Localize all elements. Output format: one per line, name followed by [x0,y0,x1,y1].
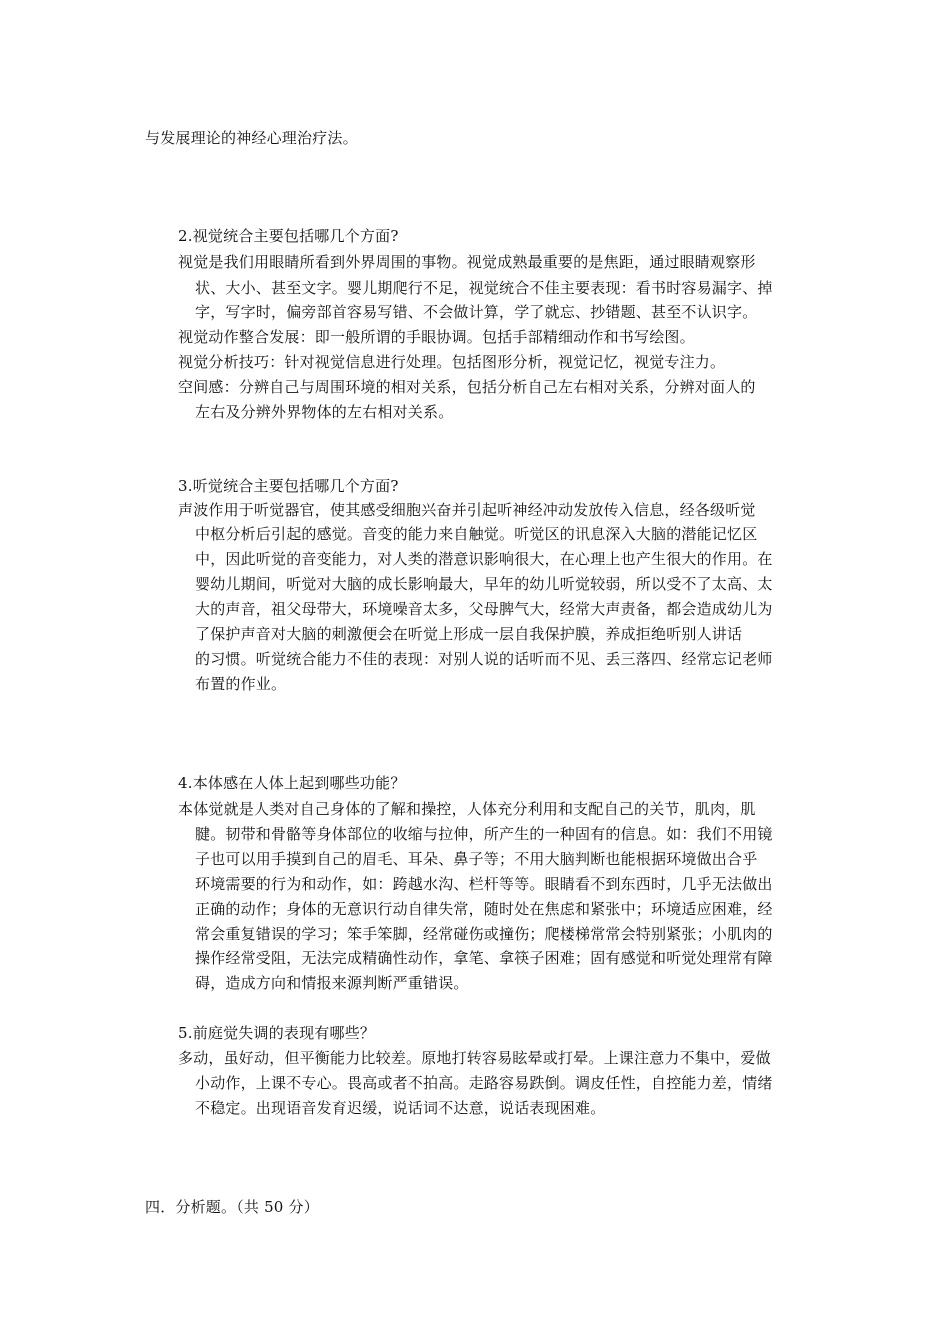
q5-title: 5.前庭觉失调的表现有哪些？ [178,1024,376,1042]
q4-line: 碍，造成方向和情报来源判断严重错误。 [195,974,469,992]
q4-title: 4.本体感在人体上起到哪些功能？ [178,774,406,792]
q3-title: 3.听觉统合主要包括哪几个方面? [178,477,399,495]
q2-line: 空间感：分辨自己与周围环境的相对关系，包括分析自己左右相对关系，分辨对面人的 [178,378,756,396]
q5-line: 小动作，上课不专心。畏高或者不拍高。走路容易跌倒。调皮任性，自控能力差，情绪 [195,1074,773,1092]
q5-line: 不稳定。出现语音发育迟缓，说话词不达意，说话表现困难。 [195,1099,606,1117]
q3-line: 了保护声音对大脑的刺激便会在听觉上形成一层自我保护膜，养成拒绝听别人讲话 [195,625,743,643]
q4-line: 正确的动作；身体的无意识行动自律失常，随时处在焦虑和紧张中；环境适应困难，经 [195,900,773,918]
q2-line: 字，写字时，偏旁部首容易写错、不会做计算，学了就忘、抄错题、甚至不认识字。 [195,303,758,321]
q4-line: 常会重复错误的学习；笨手笨脚，经常碰伤或撞伤；爬楼梯常常会特别紧张；小肌肉的 [195,925,773,943]
q3-line: 布置的作业。 [195,675,287,693]
q3-line: 中，因此听觉的音变能力，对人类的潜意识影响很大，在心理上也产生很大的作用。在 [195,550,773,568]
q4-line: 腱。韧带和骨骼等身体部位的收缩与拉伸，所产生的一种固有的信息。如：我们不用镜 [195,825,773,843]
q4-line: 环境需要的行为和动作，如：跨越水沟、栏杆等等。眼睛看不到东西时，几乎无法做出 [195,875,773,893]
q4-line: 本体觉就是人类对自己身体的了解和操控，人体充分利用和支配自己的关节，肌肉，肌 [178,800,756,818]
q3-line: 中枢分析后引起的感觉。音变的能力来自触觉。听觉区的讯息深入大脑的潜能记忆区 [195,525,758,543]
q2-title: 2.视觉统合主要包括哪几个方面? [178,227,399,245]
q2-line: 视觉分析技巧：针对视觉信息进行处理。包括图形分析，视觉记忆，视觉专注力。 [178,353,726,371]
q2-line: 视觉是我们用眼睛所看到外界周围的事物。视觉成熟最重要的是焦距，通过眼睛观察形 [178,253,756,271]
q3-line: 婴幼儿期间，听觉对大脑的成长影响最大，早年的幼儿听觉较弱，所以受不了太高、太 [195,575,773,593]
q4-line: 操作经常受阻，无法完成精确性动作，拿笔、拿筷子困难；固有感觉和听觉处理常有障 [195,949,773,967]
q2-line: 状、大小、甚至文字。婴儿期爬行不足，视觉统合不佳主要表现：看书时容易漏字、掉 [195,279,773,297]
q4-line: 子也可以用手摸到自己的眉毛、耳朵、鼻子等；不用大脑判断也能根据环境做出合乎 [195,850,758,868]
section-heading: 四．分析题。（共 50 分） [145,1198,319,1216]
q5-line: 多动，虽好动，但平衡能力比较差。原地打转容易眩晕或打晕。上课注意力不集中，爱做 [178,1049,771,1067]
q2-line: 左右及分辨外界物体的左右相对关系。 [195,403,454,421]
q3-line: 的习惯。听觉统合能力不佳的表现：对别人说的话听而不见、丢三落四、经常忘记老师 [195,650,773,668]
q3-line: 大的声音，祖父母带大，环境噪音太多，父母脾气大，经常大声责备，都会造成幼儿为 [195,600,773,618]
q2-line: 视觉动作整合发展：即一般所谓的手眼协调。包括手部精细动作和书写绘图。 [178,328,695,346]
q3-line: 声波作用于听觉器官，使其感受细胞兴奋并引起听神经冲动发放传入信息，经各级听觉 [178,501,756,519]
intro-line: 与发展理论的神经心理治疗法。 [145,129,358,147]
